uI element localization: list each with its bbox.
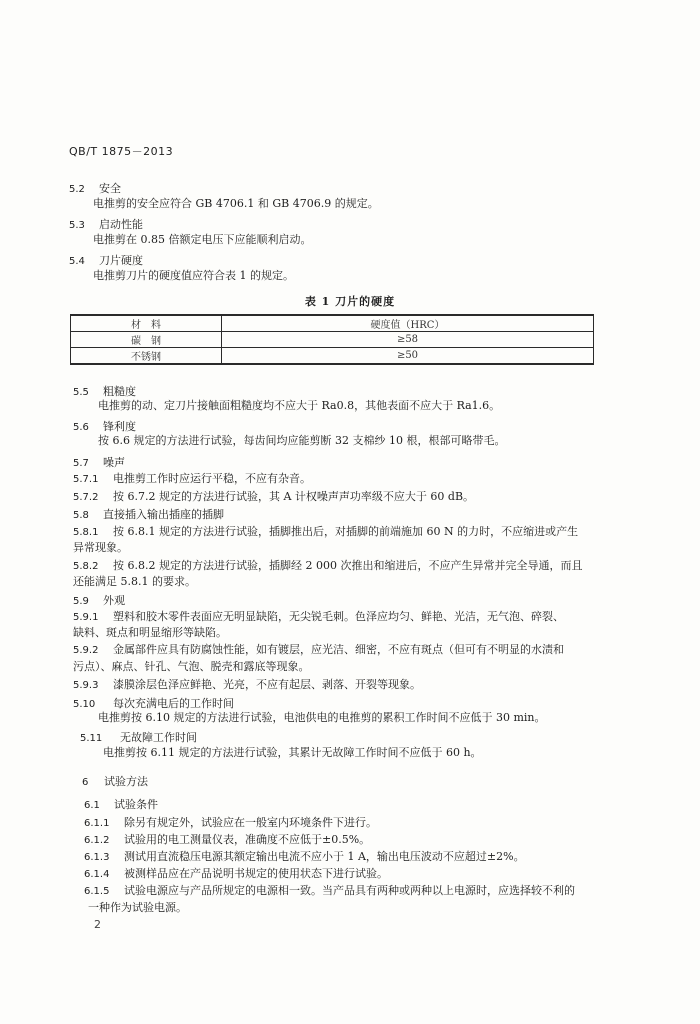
table-row bbox=[71, 332, 594, 348]
section-5-11-heading: 5.11 无故障工作时间 bbox=[80, 731, 197, 744]
table-row bbox=[71, 348, 594, 365]
section-5-7-heading: 5.7 噪声 bbox=[73, 456, 125, 469]
section-5-5-text: 电推剪的动、定刀片接触面粗糙度均不应大于 Ra0.8，其他表面不应大于 Ra1.6。 bbox=[98, 399, 501, 412]
table-cell: 不锈钢 bbox=[71, 348, 222, 365]
section-5-10-heading: 5.10 每次充满电后的工作时间 bbox=[73, 697, 234, 710]
standard-header: QB/T 1875－2013 bbox=[69, 145, 174, 158]
table-header-material: 材 料 bbox=[71, 315, 222, 332]
section-5-6-heading: 5.6 锋利度 bbox=[73, 420, 136, 433]
section-5-5-heading: 5.5 粗糙度 bbox=[73, 385, 136, 398]
section-5-2-heading: 5.2 安全 bbox=[69, 182, 121, 195]
clause-6-1-3: 6.1.3 测试用直流稳压电源其额定输出电流不应小于 1 A，输出电压波动不应超过±2%。 bbox=[84, 850, 525, 863]
blade-hardness-table bbox=[70, 314, 594, 365]
clause-6-1-5-line2: 一种作为试验电源。 bbox=[88, 901, 187, 914]
section-5-3-heading: 5.3 启动性能 bbox=[69, 218, 143, 231]
section-5-9-heading: 5.9 外观 bbox=[73, 594, 125, 607]
clause-5-9-1-line2: 缺料、斑点和明显缩形等缺陷。 bbox=[73, 626, 227, 639]
table-cell: 碳 钢 bbox=[71, 332, 222, 348]
section-5-2-text: 电推剪的安全应符合 GB 4706.1 和 GB 4706.9 的规定。 bbox=[93, 197, 379, 210]
table-header-hardness: 硬度值（HRC） bbox=[222, 315, 594, 332]
clause-5-9-2-line1: 5.9.2 金属部件应具有防腐蚀性能，如有镀层，应光洁、细密，不应有斑点（但可有不明显的水渍和 bbox=[73, 643, 564, 656]
clause-6-1-5-line1: 6.1.5 试验电源应与产品所规定的电源相一致。当产品具有两种或两种以上电源时，应选择较不利的 bbox=[84, 884, 575, 897]
section-5-10-text: 电推剪按 6.10 规定的方法进行试验，电池供电的电推剪的累积工作时间不应低于 30 min。 bbox=[98, 711, 546, 724]
page-number: 2 bbox=[94, 918, 101, 931]
clause-5-7-1: 5.7.1 电推剪工作时应运行平稳，不应有杂音。 bbox=[73, 472, 311, 485]
clause-5-8-2-line1: 5.8.2 按 6.8.2 规定的方法进行试验，插脚经 2 000 次推出和缩进后，不应产生异常并完全导通，而且 bbox=[73, 559, 583, 572]
clause-5-8-1-line2: 异常现象。 bbox=[73, 541, 128, 554]
clause-5-7-2: 5.7.2 按 6.7.2 规定的方法进行试验，其 A 计权噪声声功率级不应大于 60 dB。 bbox=[73, 490, 475, 503]
section-6-heading: 6 试验方法 bbox=[82, 775, 148, 788]
clause-6-1-4: 6.1.4 被测样品应在产品说明书规定的使用状态下进行试验。 bbox=[84, 867, 388, 880]
clause-5-9-1-line1: 5.9.1 塑料和胶木零件表面应无明显缺陷，无尖锐毛刺。色泽应均匀、鲜艳、光洁，无气泡、碎裂、 bbox=[73, 610, 564, 623]
clause-5-9-3: 5.9.3 漆膜涂层色泽应鲜艳、光亮，不应有起层、剥落、开裂等现象。 bbox=[73, 678, 421, 691]
clause-5-8-2-line2: 还能满足 5.8.1 的要求。 bbox=[73, 575, 196, 588]
section-5-8-heading: 5.8 直接插入输出插座的插脚 bbox=[73, 508, 224, 521]
section-5-4-heading: 5.4 刀片硬度 bbox=[69, 254, 143, 267]
table-caption: 表 1 刀片的硬度 bbox=[304, 295, 396, 308]
clause-6-1-1: 6.1.1 除另有规定外，试验应在一般室内环境条件下进行。 bbox=[84, 816, 377, 829]
section-5-11-text: 电推剪按 6.11 规定的方法进行试验，其累计无故障工作时间不应低于 60 h。 bbox=[103, 746, 482, 759]
table-cell: ≥58 bbox=[222, 332, 594, 348]
section-5-4-text: 电推剪刀片的硬度值应符合表 1 的规定。 bbox=[93, 269, 294, 282]
clause-5-9-2-line2: 污点）、麻点、针孔、气泡、脱壳和露底等现象。 bbox=[73, 660, 310, 673]
clause-5-8-1-line1: 5.8.1 按 6.8.1 规定的方法进行试验，插脚推出后，对插脚的前端施加 60 N 的力时，不应缩进或产生 bbox=[73, 525, 579, 538]
section-5-3-text: 电推剪在 0.85 倍额定电压下应能顺利启动。 bbox=[93, 233, 312, 246]
section-5-6-text: 按 6.6 规定的方法进行试验，每齿间均应能剪断 32 支棉纱 10 根，根部可略带毛。 bbox=[98, 434, 506, 447]
section-6-1-heading: 6.1 试验条件 bbox=[84, 798, 158, 811]
table-header-row bbox=[71, 315, 594, 332]
table-cell: ≥50 bbox=[222, 348, 594, 365]
clause-6-1-2: 6.1.2 试验用的电工测量仪表，准确度不应低于±0.5%。 bbox=[84, 833, 371, 846]
